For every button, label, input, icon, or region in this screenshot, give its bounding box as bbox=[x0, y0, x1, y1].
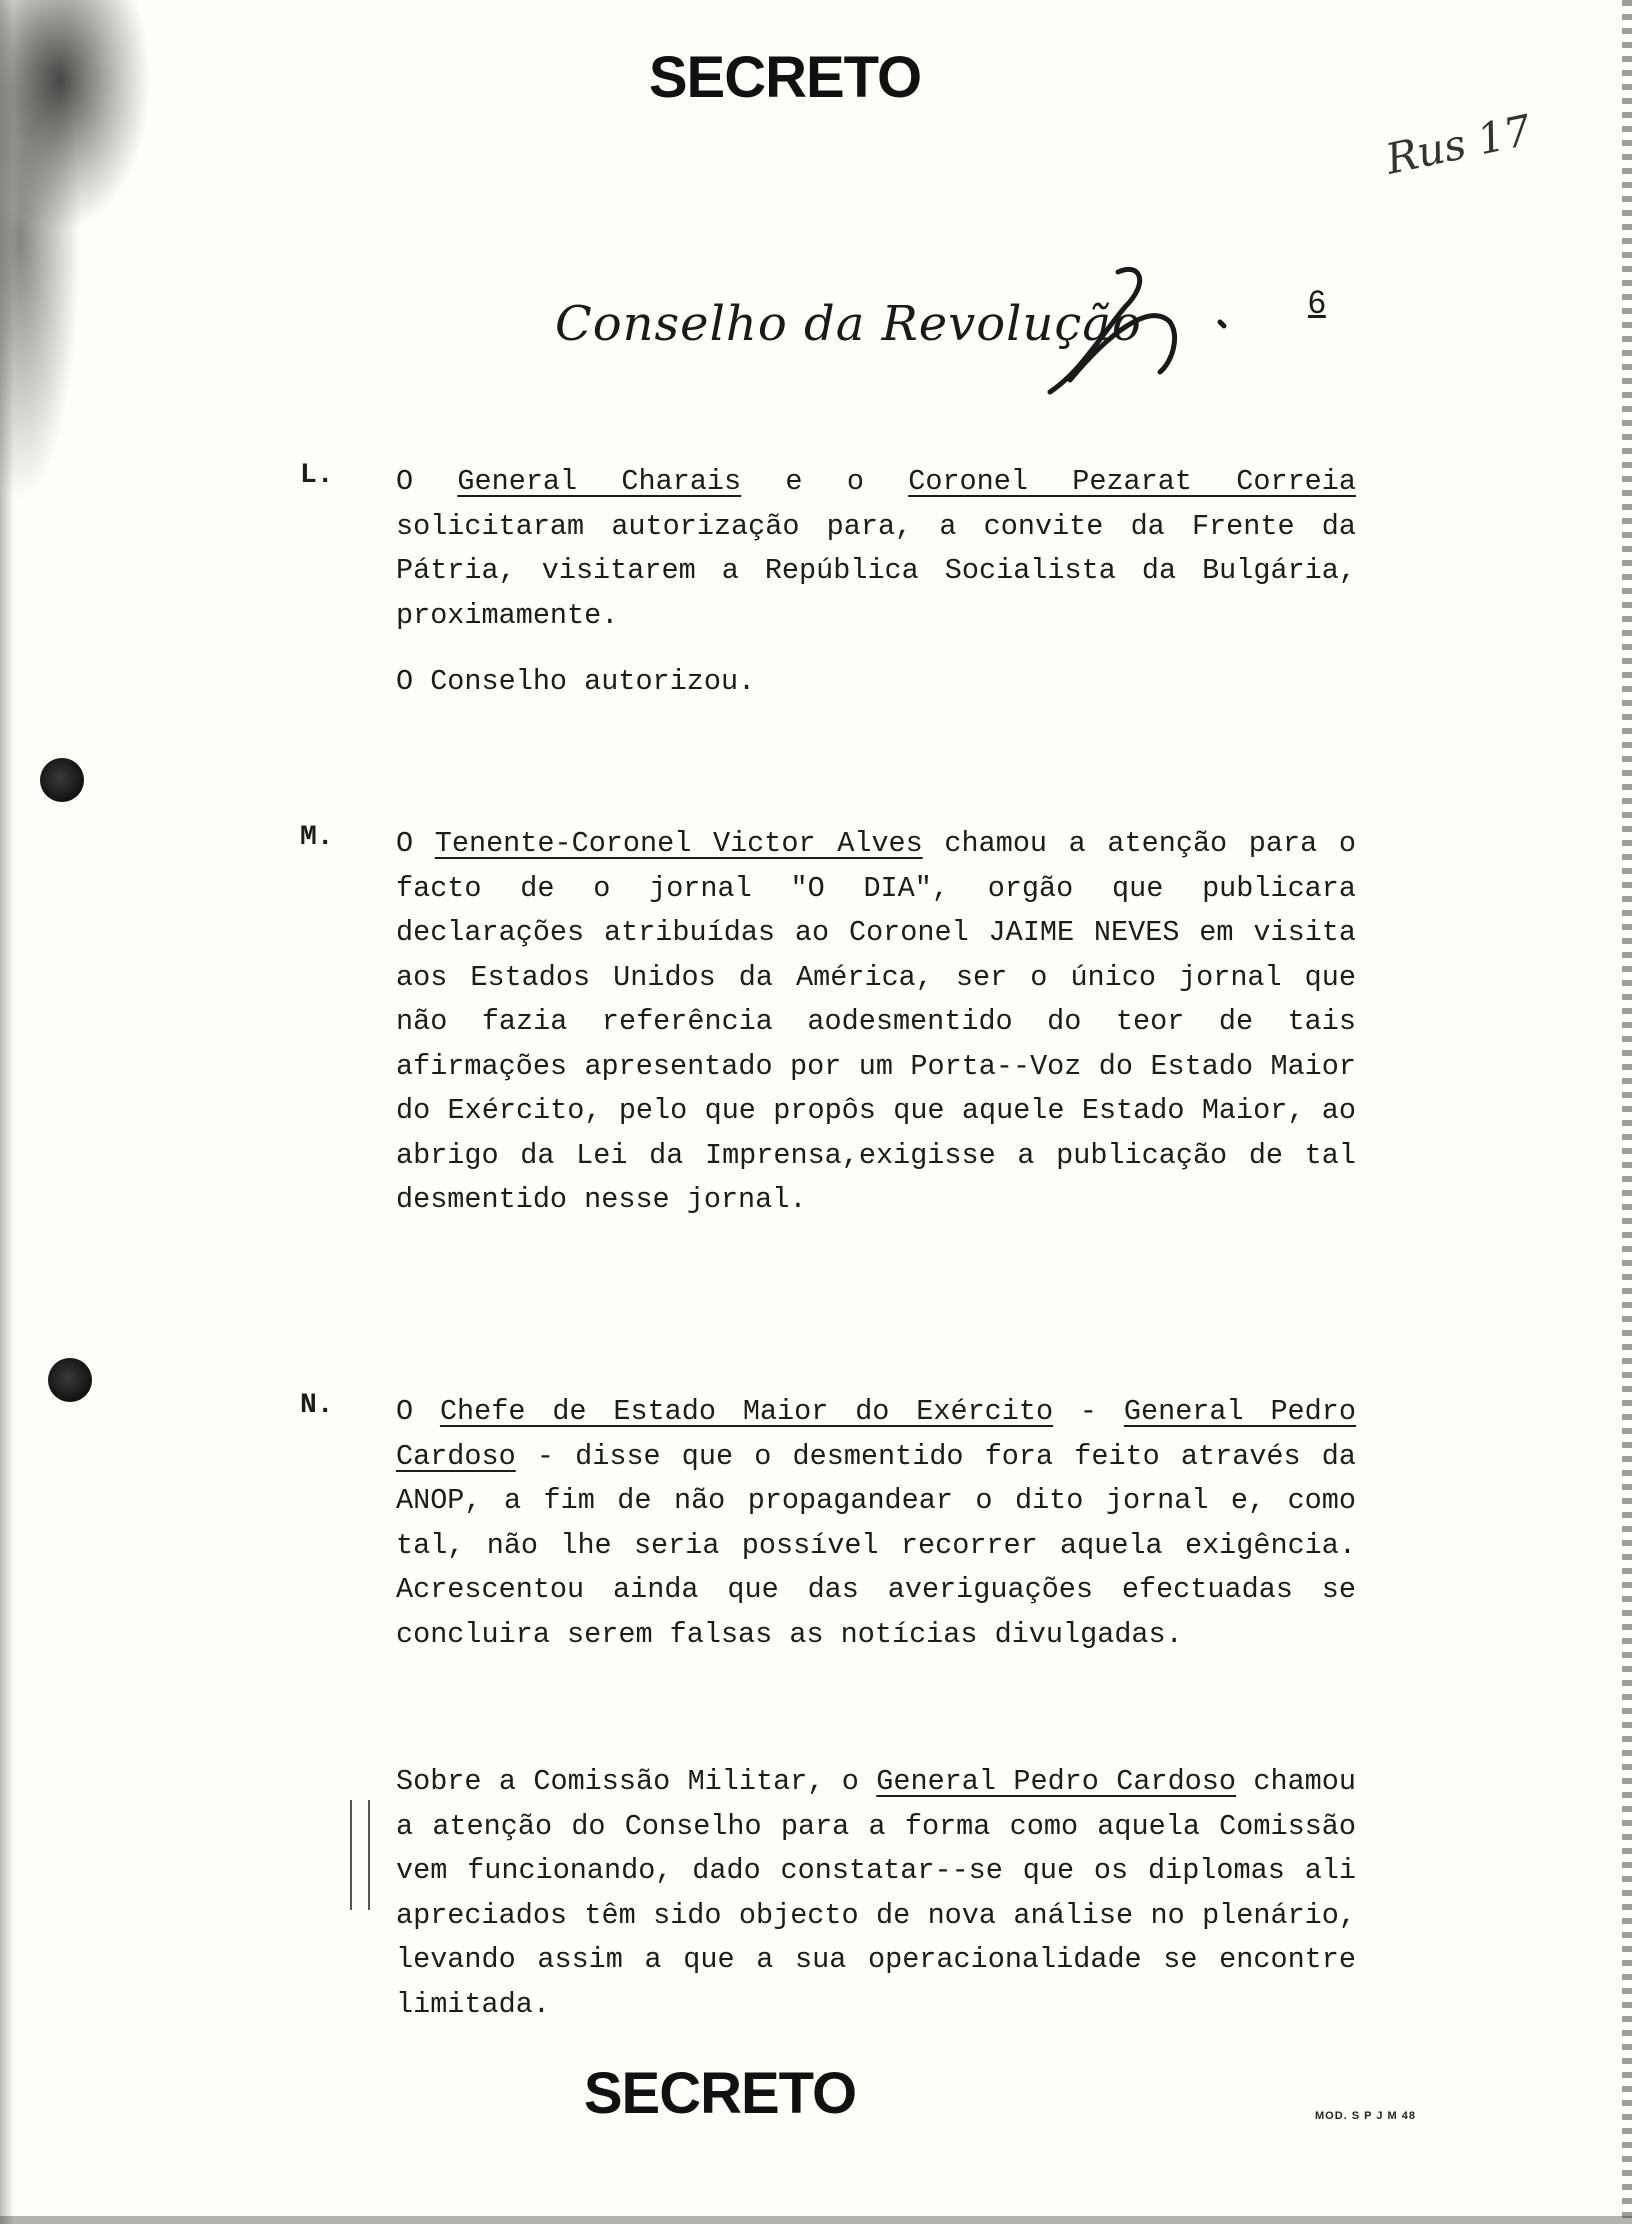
text-run: O bbox=[396, 1395, 440, 1428]
underlined-name: General Pedro Cardoso bbox=[876, 1765, 1236, 1798]
signature-mark bbox=[1040, 262, 1260, 402]
underlined-name: Tenente-Coronel Victor Alves bbox=[434, 827, 923, 860]
underlined-name: Coronel Pezarat Correia bbox=[908, 465, 1356, 498]
handwritten-note: Rus 17 bbox=[1381, 105, 1536, 184]
paragraph bbox=[396, 1390, 1356, 1657]
form-code: MOD. S P J M 48 bbox=[1315, 2110, 1416, 2122]
text-run: O bbox=[396, 465, 458, 498]
paragraph bbox=[396, 460, 1356, 638]
text-run: - disse que o desmentido fora feito através da ANOP, a fim de não propagandear o dito jornal e, como tal, não lhe seria possível recorrer aquela exigência. Acrescentou ainda que das averiguações efectuadas se concluira serem falsas as notícias divulgadas. bbox=[396, 1439, 1356, 1651]
paragraph bbox=[396, 822, 1356, 1223]
letterhead: Conselho da Revolução bbox=[555, 296, 1142, 352]
margin-bracket-mark bbox=[350, 1800, 370, 1910]
classification-bottom: SECRETO bbox=[583, 2061, 857, 2126]
underlined-name: Chefe de Estado Maior do Exército bbox=[439, 1395, 1054, 1428]
text-run: O bbox=[396, 827, 435, 860]
text-run: - bbox=[1053, 1395, 1124, 1428]
text-run: Sobre a Comissão Militar, o bbox=[396, 1765, 877, 1798]
text-run: e o bbox=[741, 465, 909, 498]
underlined-name: General Charais bbox=[457, 465, 742, 498]
section-letter: M. bbox=[300, 822, 334, 853]
underlined-name: General Pedro Cardoso bbox=[396, 1395, 1356, 1473]
text-run: O Conselho autorizou. bbox=[396, 665, 756, 698]
paragraph bbox=[396, 660, 1356, 705]
punch-hole-icon bbox=[48, 1358, 92, 1402]
scan-right-edge bbox=[1622, 0, 1632, 2224]
paragraph bbox=[396, 1760, 1356, 2027]
punch-hole-icon bbox=[40, 758, 84, 802]
page-number: 6 bbox=[1308, 284, 1326, 320]
text-run: chamou a atenção do Conselho para a forma como aquela Comissão vem funcionando, dado constatar--se que os diplomas ali apreciados têm sido objecto de nova análise no plenário, levando assim a que a sua operacionalidade se encontre limitada. bbox=[396, 1765, 1356, 2021]
scan-bottom-edge bbox=[0, 2216, 1632, 2224]
section-letter: L. bbox=[300, 460, 334, 491]
text-run: chamou a atenção para o facto de o jornal "O DIA", orgão que publicara declarações atribuídas ao Coronel JAIME NEVES em visita aos Estados Unidos da América, ser o único jornal que não fazia referência aodesmentido do teor de tais afirmações apresentado por um Porta--Voz do Estado Maior do Exército, pelo que propôs que aquele Estado Maior, ao abrigo da Lei da Imprensa,exigisse a publicação de tal desmentido nesse jornal. bbox=[396, 827, 1356, 1216]
section-letter: N. bbox=[300, 1390, 334, 1421]
text-run: solicitaram autorização para, a convite da Frente da Pátria, visitarem a República Socialista da Bulgária, proximamente. bbox=[396, 509, 1356, 632]
classification-top: SECRETO bbox=[648, 45, 922, 110]
